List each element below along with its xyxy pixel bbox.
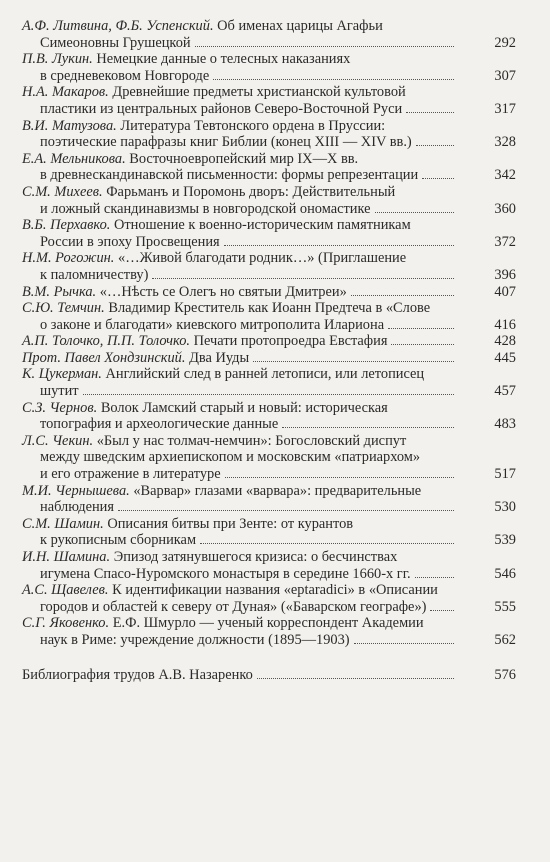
entry-text — [22, 84, 458, 117]
entry-title: «Был у нас толмач-немчин»: Богословский диспут — [96, 432, 407, 449]
page-number: 292 — [494, 34, 516, 51]
entry-title: «Варвар» глазами «варвара»: предварительные — [133, 482, 422, 499]
toc-entry — [22, 582, 516, 615]
dot-leader — [225, 477, 454, 478]
dot-leader — [430, 610, 454, 611]
dot-leader — [224, 245, 454, 246]
entry-line — [22, 68, 458, 85]
entry-author: С.М. Михеев. — [22, 183, 103, 200]
entry-line — [22, 433, 458, 450]
dot-leader — [200, 543, 454, 544]
entry-line — [22, 234, 458, 251]
entry-text — [22, 300, 458, 333]
entry-line — [22, 383, 458, 400]
entry-line — [22, 84, 458, 101]
toc-entry — [22, 300, 516, 333]
entry-title: к рукописным сборникам — [40, 532, 197, 549]
entry-line — [22, 516, 458, 533]
entry-line — [22, 416, 458, 433]
dot-leader — [354, 643, 454, 644]
dot-leader — [416, 145, 454, 146]
entry-author: С.Г. Яковенко. — [22, 615, 110, 632]
entry-title: Фарьманъ и Поромонь дворъ: Действительный — [106, 183, 396, 200]
entry-title: Волок Ламский старый и новый: историческая — [100, 399, 388, 416]
entry-line — [22, 615, 458, 632]
page-number: 407 — [494, 283, 516, 300]
entry-line — [22, 18, 458, 35]
entry-line — [22, 483, 458, 500]
toc-entry — [22, 350, 516, 367]
entry-text — [22, 217, 458, 250]
page-number: 562 — [494, 631, 516, 648]
entry-title: «…Нѣсть се Олегъ но святыи Дмитреи» — [99, 283, 347, 300]
entry-text — [22, 400, 458, 433]
entry-title: поэтические парафразы книг Библии (конец XIII — XIV вв.) — [40, 134, 412, 151]
entry-line — [22, 532, 458, 549]
entry-title: и его отражение в литературе — [40, 466, 221, 483]
entry-text — [22, 433, 458, 483]
entry-line — [22, 333, 458, 350]
entry-line — [22, 167, 458, 184]
entry-title: наук в Риме: учреждение должности (1895—1903) — [40, 631, 350, 648]
entry-title: «…Живой благодати родник…» (Приглашение — [118, 250, 407, 267]
dot-leader — [422, 178, 454, 179]
entry-author: П.В. Лукин. — [22, 51, 93, 68]
toc-entry — [22, 366, 516, 399]
entry-line — [22, 350, 458, 367]
page-number: 372 — [494, 233, 516, 250]
entry-title: игумена Спасо-Нуромского монастыря в середине 1660-х гг. — [40, 565, 411, 582]
page-number: 555 — [494, 598, 516, 615]
entry-author: А.П. Толочко, П.П. Толочко. — [22, 333, 191, 350]
entry-text — [22, 582, 458, 615]
entry-title: Печати протопроедра Евстафия — [193, 333, 388, 350]
dot-leader — [152, 278, 454, 279]
entry-text — [22, 151, 458, 184]
entry-title: шутит — [40, 383, 79, 400]
entry-title: России в эпоху Просвещения — [40, 233, 220, 250]
entry-title: наблюдения — [40, 499, 114, 516]
entry-line — [22, 118, 458, 135]
entry-title: Описания битвы при Зенте: от курантов — [107, 515, 354, 532]
entry-title: городов и областей к северу от Дуная» («Баварском географе») — [40, 598, 427, 615]
entry-line — [22, 217, 458, 234]
dot-leader — [83, 394, 454, 395]
entry-line — [22, 582, 458, 599]
page-number: 445 — [494, 349, 516, 366]
entry-line — [22, 549, 458, 566]
entry-text — [22, 483, 458, 516]
dot-leader — [415, 577, 454, 578]
entry-title: Владимир Креститель как Иоанн Предтеча в «Слове — [108, 300, 431, 317]
page-number: 416 — [494, 316, 516, 333]
bibliography-entry — [22, 667, 516, 684]
entry-author: К. Цукерман. — [22, 366, 102, 383]
toc-entry — [22, 184, 516, 217]
entry-title: К идентификации названия «eptaradici» в «Описании — [112, 582, 438, 599]
entry-author: Прот. Павел Хондзинский. — [22, 349, 186, 366]
entry-title: Отношение к военно-историческим памятникам — [113, 217, 411, 234]
toc-entry — [22, 615, 516, 648]
entry-author: А.Ф. Литвина, Ф.Б. Успенский. — [22, 18, 214, 34]
entry-text — [22, 333, 458, 350]
entry-title: к паломничеству) — [40, 266, 149, 283]
page-number: 307 — [494, 67, 516, 84]
entry-text — [22, 51, 458, 84]
entry-title: Два Иуды — [189, 349, 250, 366]
entry-line — [22, 201, 458, 218]
toc-entry — [22, 549, 516, 582]
page-number: 428 — [494, 333, 516, 350]
entry-author: В.М. Рычка. — [22, 283, 97, 300]
entry-line — [22, 466, 458, 483]
toc-entry — [22, 118, 516, 151]
dot-leader — [406, 112, 454, 113]
entry-title: между шведским архиепископом и московским «патриархом» — [40, 449, 421, 466]
toc-entry — [22, 217, 516, 250]
toc-entry — [22, 151, 516, 184]
entry-line — [22, 284, 458, 301]
entry-author: Н.М. Рогожин. — [22, 250, 115, 267]
entry-line — [22, 134, 458, 151]
page-number: 576 — [494, 666, 516, 683]
entry-title: Е.Ф. Шмурло — ученый корреспондент Академии — [112, 615, 424, 632]
entry-title: Английский след в ранней летописи, или летописец — [105, 366, 425, 383]
entry-title: пластики из центральных районов Северо-Восточной Руси — [40, 100, 403, 117]
entry-line — [22, 449, 458, 466]
toc-entry — [22, 18, 516, 51]
dot-leader — [375, 212, 454, 213]
entry-author: Н.А. Макаров. — [22, 84, 109, 101]
page-number: 517 — [494, 466, 516, 483]
entry-text — [22, 549, 458, 582]
entry-text — [22, 516, 458, 549]
entry-title: в древнескандинавской письменности: формы репрезентации — [40, 167, 419, 184]
toc-entry — [22, 400, 516, 433]
entry-line — [22, 51, 458, 68]
toc-entry — [22, 51, 516, 84]
entry-title: Эпизод затянувшегося кризиса: о бесчинствах — [113, 549, 398, 565]
entry-line — [22, 317, 458, 334]
entry-title: Немецкие данные о телесных наказаниях — [96, 51, 351, 68]
page-number: 546 — [494, 565, 516, 582]
entry-line — [22, 499, 458, 516]
entry-title: Древнейшие предметы христианской культовой — [112, 84, 406, 101]
dot-leader — [213, 79, 454, 80]
entry-line — [22, 300, 458, 317]
dot-leader — [195, 46, 454, 47]
entry-author: В.Б. Перхавко. — [22, 217, 111, 234]
entry-text — [22, 284, 458, 301]
dot-leader — [118, 510, 454, 511]
dot-leader — [257, 678, 454, 679]
entry-title: Восточноевропейский мир IX—X вв. — [129, 150, 359, 167]
entry-line — [22, 267, 458, 284]
entry-line — [22, 151, 458, 168]
entry-author: М.И. Чернышева. — [22, 482, 130, 499]
dot-leader — [388, 328, 454, 329]
entry-title: Об именах царицы Агафьи — [217, 18, 383, 34]
entry-line — [22, 632, 458, 649]
entry-text — [22, 118, 458, 151]
entry-author: С.З. Чернов. — [22, 399, 98, 416]
page-number: 360 — [494, 200, 516, 217]
dot-leader — [253, 361, 454, 362]
entry-line — [22, 366, 458, 383]
entry-title: Симеоновны Грушецкой — [40, 34, 191, 51]
entry-line — [22, 599, 458, 616]
toc-entry — [22, 433, 516, 483]
page-number: 342 — [494, 167, 516, 184]
page-number: 457 — [494, 383, 516, 400]
entry-line — [22, 400, 458, 417]
entry-title: о законе и благодати» киевского митрополита Илариона — [40, 316, 385, 333]
entry-line — [22, 184, 458, 201]
entry-text — [22, 184, 458, 217]
page-number: 530 — [494, 499, 516, 516]
toc-entry — [22, 284, 516, 301]
entry-text — [22, 366, 458, 399]
table-of-contents — [22, 18, 516, 649]
dot-leader — [391, 344, 454, 345]
toc-entry — [22, 333, 516, 350]
toc-entry — [22, 250, 516, 283]
dot-leader — [282, 427, 454, 428]
entry-author: В.И. Матузова. — [22, 117, 117, 134]
entry-title: в средневековом Новгороде — [40, 67, 210, 84]
toc-entry — [22, 84, 516, 117]
page-number: 483 — [494, 416, 516, 433]
bibliography-title: Библиография трудов А.В. Назаренко — [22, 666, 253, 683]
entry-line — [22, 101, 458, 118]
entry-author: С.М. Шамин. — [22, 515, 104, 532]
entry-author: Л.С. Чекин. — [22, 432, 94, 449]
entry-line — [22, 250, 458, 267]
entry-text — [22, 350, 458, 367]
entry-line — [22, 566, 458, 583]
entry-author: С.Ю. Темчин. — [22, 300, 105, 317]
entry-line — [22, 35, 458, 52]
entry-author: Е.А. Мельникова. — [22, 150, 126, 167]
toc-entry — [22, 483, 516, 516]
toc-entry — [22, 516, 516, 549]
entry-author: И.Н. Шамина. — [22, 549, 111, 565]
entry-text — [22, 250, 458, 283]
entry-title: топография и археологические данные — [40, 416, 279, 433]
entry-title: и ложный скандинавизмы в новгородской ономастике — [40, 200, 371, 217]
entry-author: А.С. Щавелев. — [22, 582, 109, 599]
entry-text — [22, 615, 458, 648]
page-number: 396 — [494, 266, 516, 283]
page-number: 328 — [494, 134, 516, 151]
page-number: 317 — [494, 100, 516, 117]
entry-text — [22, 18, 458, 51]
dot-leader — [351, 295, 454, 296]
entry-title: Литература Тевтонского ордена в Пруссии: — [120, 117, 386, 134]
page-number: 539 — [494, 532, 516, 549]
